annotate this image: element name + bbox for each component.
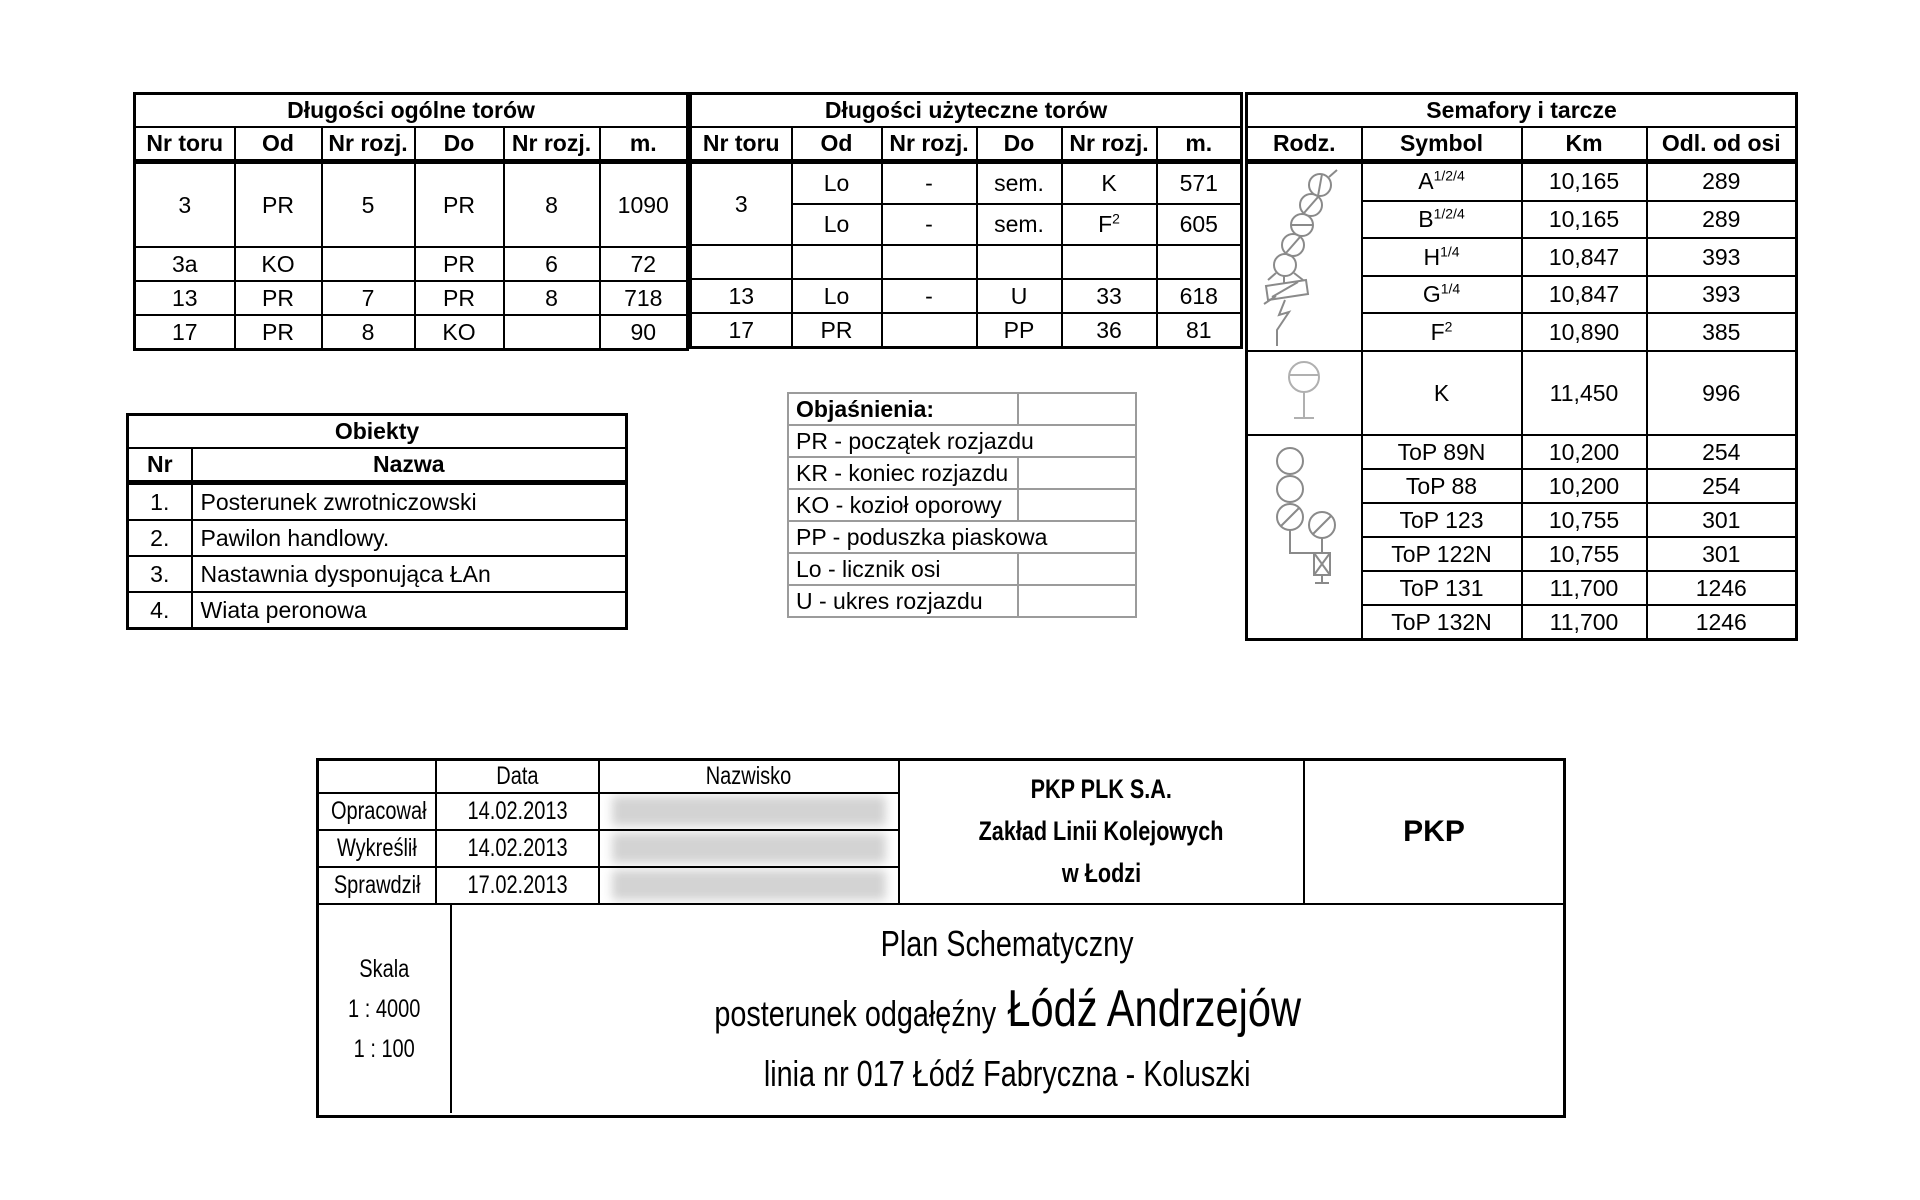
col-header: Nazwa (192, 448, 627, 483)
approval-corner-cell (319, 761, 436, 793)
signal-symbol: ToP 123 (1362, 503, 1522, 537)
legend-row (788, 521, 1136, 553)
signal-symbol: ToP 88 (1362, 469, 1522, 503)
table-row (135, 281, 688, 315)
legend-row (788, 489, 1136, 521)
table-title: Obiekty (128, 415, 627, 449)
row-cell: 81 (1157, 313, 1242, 348)
row-cell: 8 (504, 162, 600, 248)
row-cell: 7 (322, 281, 415, 315)
date-cell: 17.02.2013 (436, 867, 599, 903)
legend-empty-cell (1018, 553, 1136, 585)
table-row (135, 247, 688, 281)
col-header: Nr toru (135, 127, 235, 162)
table-row (128, 556, 627, 592)
row-cell: Lo (792, 204, 882, 245)
row-cell: 17 (691, 313, 792, 348)
role-cell: Wykreślił (319, 830, 436, 867)
row-cell-symbol: K (1062, 162, 1157, 205)
row-cell: Posterunek zwrotniczowski (192, 483, 627, 521)
row-cell: U (977, 279, 1062, 313)
row-cell (1062, 245, 1157, 279)
row-cell: PR (235, 162, 322, 248)
row-cell: 17 (135, 315, 235, 350)
odl-cell: 1246 (1647, 605, 1797, 640)
row-cell: 33 (1062, 279, 1157, 313)
title-block-bottom-row (319, 905, 1563, 1113)
company-line: Zakład Linii Kolejowych (979, 816, 1224, 847)
table-row (128, 483, 627, 521)
table-title: Semafory i tarcze (1247, 94, 1797, 128)
signal-symbol: $B^{1/2/4}$ (1362, 201, 1522, 239)
row-cell: PR (415, 281, 504, 315)
col-header: Km (1522, 127, 1647, 162)
table-row (691, 245, 1242, 279)
legend-title: Objaśnienia: (788, 393, 1018, 425)
row-cell (882, 245, 977, 279)
odl-cell: 254 (1647, 435, 1797, 469)
row-cell: PR (235, 315, 322, 350)
odl-cell: 301 (1647, 503, 1797, 537)
col-header: Nr rozj. (882, 127, 977, 162)
odl-cell: 996 (1647, 351, 1797, 435)
table-dlugosci-ogolne (133, 92, 689, 351)
row-cell: 4. (128, 592, 192, 629)
legend-item: KR - koniec rozjazdu (788, 457, 1018, 489)
scale-cell (319, 905, 452, 1113)
pkp-logo-cell (1305, 761, 1563, 903)
legend-item: PP - poduszka piaskowa (788, 521, 1136, 553)
legend-empty-cell (1018, 393, 1136, 425)
signal-symbol: $G^{1/4}$ (1362, 276, 1522, 314)
table-row (128, 592, 627, 629)
row-cell: - (882, 162, 977, 205)
row-cell: 8 (504, 281, 600, 315)
legend-row (788, 425, 1136, 457)
signal-symbol: $A^{1/2/4}$ (1362, 162, 1522, 201)
row-cell (882, 313, 977, 348)
row-cell: 2. (128, 520, 192, 556)
approval-row (319, 830, 898, 867)
row-cell: sem. (977, 204, 1062, 245)
drawing-title-line1: Plan Schematyczny (881, 923, 1134, 964)
table-row (1247, 351, 1797, 435)
pkp-logo-text: PKP (1403, 815, 1465, 848)
odl-cell: 289 (1647, 162, 1797, 201)
legend-empty-cell (1018, 585, 1136, 617)
row-cell (792, 245, 882, 279)
row-cell: Lo (792, 279, 882, 313)
legend-item: KO - kozioł oporowy (788, 489, 1018, 521)
row-cell: Nastawnia dysponująca ŁAn (192, 556, 627, 592)
table-dlugosci-uzyteczne (689, 92, 1243, 349)
table-row (691, 313, 1242, 348)
row-cell-track: 3 (691, 162, 792, 246)
row-cell: 1090 (600, 162, 688, 248)
row-cell: 3a (135, 247, 235, 281)
company-line: PKP PLK S.A. (1030, 774, 1173, 805)
legend-row (788, 393, 1136, 425)
redacted-name (599, 793, 898, 830)
semaphore-mast-icon (1247, 162, 1362, 352)
disc-signal-icon (1247, 351, 1362, 435)
row-cell (977, 245, 1062, 279)
odl-cell: 289 (1647, 201, 1797, 239)
odl-cell: 393 (1647, 276, 1797, 314)
legend-row (788, 585, 1136, 617)
km-cell: 10,755 (1522, 537, 1647, 571)
table-row (135, 315, 688, 350)
legend-item: PR - początek rozjazdu (788, 425, 1136, 457)
km-cell: 11,450 (1522, 351, 1647, 435)
row-cell (691, 245, 792, 279)
approval-header-row (319, 761, 898, 793)
row-cell: PR (792, 313, 882, 348)
row-cell (504, 315, 600, 350)
legend-item: Lo - licznik osi (788, 553, 1018, 585)
row-cell: 718 (600, 281, 688, 315)
table-semafory-i-tarcze (1245, 92, 1798, 641)
company-line: w Łodzi (1061, 857, 1142, 888)
col-header: Do (415, 127, 504, 162)
scale-value: 1 : 100 (353, 1035, 416, 1063)
km-cell: 10,755 (1522, 503, 1647, 537)
km-cell: 10,165 (1522, 201, 1647, 239)
row-cell: 618 (1157, 279, 1242, 313)
scale-label: Skala (359, 955, 410, 983)
row-cell: 571 (1157, 162, 1242, 205)
odl-cell: 1246 (1647, 571, 1797, 605)
legend-row (788, 457, 1136, 489)
col-header: Od (235, 127, 322, 162)
row-cell (322, 247, 415, 281)
km-cell: 11,700 (1522, 605, 1647, 640)
legend-empty-cell (1018, 457, 1136, 489)
date-cell: 14.02.2013 (436, 830, 599, 867)
row-cell: 1. (128, 483, 192, 521)
col-header: Rodz. (1247, 127, 1362, 162)
odl-cell: 393 (1647, 238, 1797, 276)
km-cell: 10,200 (1522, 469, 1647, 503)
col-header: m. (1157, 127, 1242, 162)
col-header: Do (977, 127, 1062, 162)
date-cell: 14.02.2013 (436, 793, 599, 830)
km-cell: 10,200 (1522, 435, 1647, 469)
row-cell: 5 (322, 162, 415, 248)
row-cell: 3 (135, 162, 235, 248)
role-cell: Opracował (319, 793, 436, 830)
approval-row (319, 867, 898, 903)
station-name-text: Łódź Andrzejów (1007, 980, 1301, 1038)
title-block (316, 758, 1566, 1118)
row-cell: PR (415, 247, 504, 281)
km-cell: 10,847 (1522, 276, 1647, 314)
row-cell: sem. (977, 162, 1062, 205)
row-cell: 13 (691, 279, 792, 313)
signal-symbol: K (1362, 351, 1522, 435)
signal-symbol: $F^2$ (1362, 313, 1522, 351)
signal-symbol: ToP 89N (1362, 435, 1522, 469)
odl-cell: 254 (1647, 469, 1797, 503)
odl-cell: 385 (1647, 313, 1797, 351)
col-header: m. (600, 127, 688, 162)
legend-empty-cell (1018, 489, 1136, 521)
row-cell: KO (415, 315, 504, 350)
legend-objasnienia (787, 392, 1137, 618)
row-cell: PR (235, 281, 322, 315)
col-header: Od (792, 127, 882, 162)
signal-symbol: ToP 131 (1362, 571, 1522, 605)
drawing-title-cell (452, 905, 1563, 1113)
col-header: Odl. od osi (1647, 127, 1797, 162)
row-cell: - (882, 279, 977, 313)
approval-table (319, 761, 898, 903)
row-cell: 605 (1157, 204, 1242, 245)
col-header: Nr rozj. (322, 127, 415, 162)
table-row (1247, 162, 1797, 201)
col-header: Nr (128, 448, 192, 483)
table-row (128, 520, 627, 556)
km-cell: 10,847 (1522, 238, 1647, 276)
col-header: Nr rozj. (504, 127, 600, 162)
date-header: Data (436, 761, 599, 793)
legend-item: U - ukres rozjazdu (788, 585, 1018, 617)
col-header: Nr toru (691, 127, 792, 162)
approval-table-zone (319, 761, 900, 903)
table-obiekty (126, 413, 628, 630)
odl-cell: 301 (1647, 537, 1797, 571)
table-row (1247, 435, 1797, 469)
signal-symbol: ToP 122N (1362, 537, 1522, 571)
role-cell: Sprawdził (319, 867, 436, 903)
legend-row (788, 553, 1136, 585)
drawing-title-line3: linia nr 017 Łódź Fabryczna - Koluszki (764, 1053, 1251, 1094)
km-cell: 11,700 (1522, 571, 1647, 605)
redacted-name (599, 867, 898, 903)
row-cell: Lo (792, 162, 882, 205)
col-header: Nr rozj. (1062, 127, 1157, 162)
company-name-cell (900, 761, 1305, 903)
redacted-name (599, 830, 898, 867)
row-cell: KO (235, 247, 322, 281)
row-cell: Pawilon handlowy. (192, 520, 627, 556)
row-cell: PP (977, 313, 1062, 348)
table-title: Długości użyteczne torów (691, 94, 1242, 128)
drawing-title-line2 (714, 979, 1301, 1039)
table-row (691, 279, 1242, 313)
name-header: Nazwisko (599, 761, 898, 793)
row-cell: 90 (600, 315, 688, 350)
shunting-signal-group-icon (1247, 435, 1362, 640)
km-cell: 10,890 (1522, 313, 1647, 351)
row-cell: PR (415, 162, 504, 248)
row-cell: - (882, 204, 977, 245)
row-cell: 72 (600, 247, 688, 281)
signal-symbol: ToP 132N (1362, 605, 1522, 640)
title-block-top-row (319, 761, 1563, 905)
row-cell: 6 (504, 247, 600, 281)
row-cell (1157, 245, 1242, 279)
km-cell: 10,165 (1522, 162, 1647, 201)
row-cell: 36 (1062, 313, 1157, 348)
col-header: Symbol (1362, 127, 1522, 162)
row-cell-symbol: $F^2$ (1062, 204, 1157, 245)
table-row (135, 162, 688, 248)
scale-value: 1 : 4000 (348, 995, 421, 1023)
row-cell: 8 (322, 315, 415, 350)
approval-row (319, 793, 898, 830)
table-row (691, 162, 1242, 205)
row-cell: Wiata peronowa (192, 592, 627, 629)
table-title: Długości ogólne torów (135, 94, 688, 128)
row-cell: 13 (135, 281, 235, 315)
signal-symbol: $H^{1/4}$ (1362, 238, 1522, 276)
post-type-text: posterunek odgałęźny (714, 993, 996, 1034)
row-cell: 3. (128, 556, 192, 592)
